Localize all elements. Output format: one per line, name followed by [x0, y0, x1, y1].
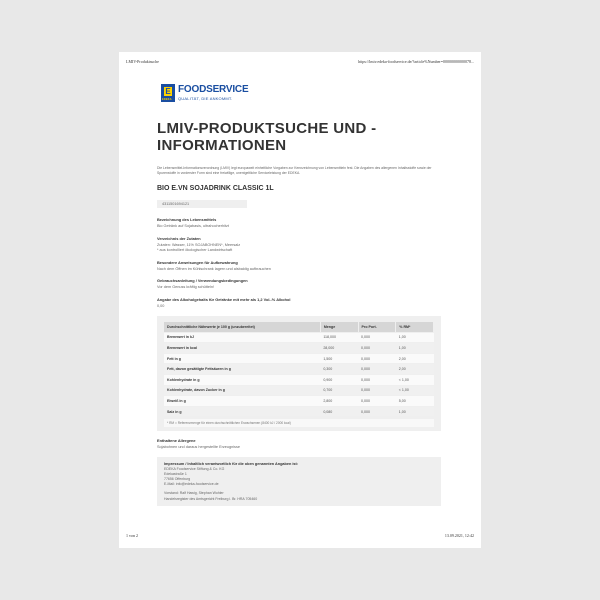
- nutrition-table-container: [157, 316, 441, 431]
- nutrition-footnote: * RM = Referenzmenge für einen durchschnittlichen Erwachsenen (8400 kJ / 2000 kcal): [164, 419, 434, 427]
- table-row: Kohlenhydrate, davon Zucker in g 0,700 0,000 < 1,00: [164, 385, 434, 396]
- print-footer: [126, 533, 474, 538]
- column-header-amount: Menge: [320, 322, 358, 332]
- imprint-box: Impressum / Inhaltlich verantwortlich für die oben genannten Angaben ist: EDEKA Foodservice Stiftung & Co. KG Edekastraße 1 77656 Offenburg E-Mail: info@edeka-foodservice.de Vorstand: Ralf Hawig, Stephan Wohler Handelsregister des Amtsgericht Freiburg i. Br. HRA 705460: [157, 457, 441, 506]
- intro-text: Die Lebensmittel-Informationsverordnung (LMIV) legt europaweit einheitliche Vorgaben zur Kennzeichnung von Lebensmitteln fest. Die Angaben des allergenen Inhaltsstoffe sowie der Spurenstoffe in vorderster Form sind eine freiwillige, unentgeltliche Serviceleistung der EDEKA.: [157, 166, 432, 175]
- nutrition-table: [164, 322, 434, 416]
- print-timestamp: 13.09.2021, 12:42: [444, 533, 474, 538]
- page-title: LMIV-PRODUKTSUCHE UND -INFORMATIONEN: [157, 120, 377, 154]
- table-row: Eiweiß in g 2,800 0,000 5,00: [164, 396, 434, 407]
- table-row: Brennwert in kcal 28,000 0,000 1,00: [164, 343, 434, 354]
- table-row: Kohlenhydrate in g 0,900 0,000 < 1,00: [164, 374, 434, 385]
- table-row: Salz in g 0,080 0,000 1,00: [164, 406, 434, 416]
- table-row: Brennwert in kJ 118,000 0,000 1,00: [164, 332, 434, 343]
- table-header-row: [164, 322, 434, 332]
- print-header-url: https://lmiv.edeka-foodservice.de/?article%Number=00000000000078...: [358, 59, 474, 64]
- field-designation: Bezeichnung des Lebensmittels Bio Getränk auf Sojabasis, ultrahocherhitzt: [157, 217, 229, 229]
- page-number: 1 von 2: [126, 533, 138, 538]
- edeka-foodservice-logo[interactable]: [161, 84, 248, 102]
- imprint-title: Impressum / Inhaltlich verantwortlich für die oben genannten Angaben ist:: [164, 462, 299, 467]
- field-storage: Besondere Anweisungen für Aufbewahrung Nach dem Öffnen im Kühlschrank lagern und alsbaldig aufbrauchen: [157, 259, 271, 271]
- column-header-per-portion: Pro Port.: [358, 322, 396, 332]
- brand-tagline: QUALITÄT, DIE ANKOMMT.: [178, 96, 233, 101]
- field-allergens: Enthaltene Allergene Sojabohnen und daraus hergestellte Erzeugnisse: [157, 438, 240, 450]
- field-ingredients: Verzeichnis der Zutaten Zutaten: Wasser, 11% SOJABOHNEN*, Meersalz * aus kontrolliert ökologischer Landwirtschaft: [157, 235, 241, 252]
- column-header-reference: % RM*: [396, 322, 434, 332]
- main-content: [157, 120, 443, 506]
- product-name: BIO E.VN SOJADRINK CLASSIC 1L: [157, 185, 274, 193]
- edeka-logo-icon: E EDEKA: [161, 84, 175, 102]
- imprint-email[interactable]: E-Mail: info@edeka-foodservice.de: [164, 482, 219, 487]
- table-row: Fett in g 1,500 0,000 2,00: [164, 353, 434, 364]
- product-gtin: 4311501694121: [157, 200, 247, 208]
- print-header: [126, 59, 474, 64]
- field-alcohol: Angabe des Alkoholgehalts für Getränke mit mehr als 1,2 Vol.-% Alkohol 0,00: [157, 297, 291, 309]
- print-header-title: LMIV-Produktsuche: [126, 59, 159, 64]
- table-row: Fett, davon gesättigte Fettsäuren in g 0,300 0,000 2,00: [164, 364, 434, 375]
- brand-name: FOODSERVICE: [178, 84, 249, 95]
- field-usage: Gebrauchsanleitung / Verwendungsbedingungen Vor dem Genuss kräftig schütteln!: [157, 278, 248, 290]
- column-header-nutrient: Durchschnittliche Nährwerte je 100 g (unzubereitet): [164, 322, 320, 332]
